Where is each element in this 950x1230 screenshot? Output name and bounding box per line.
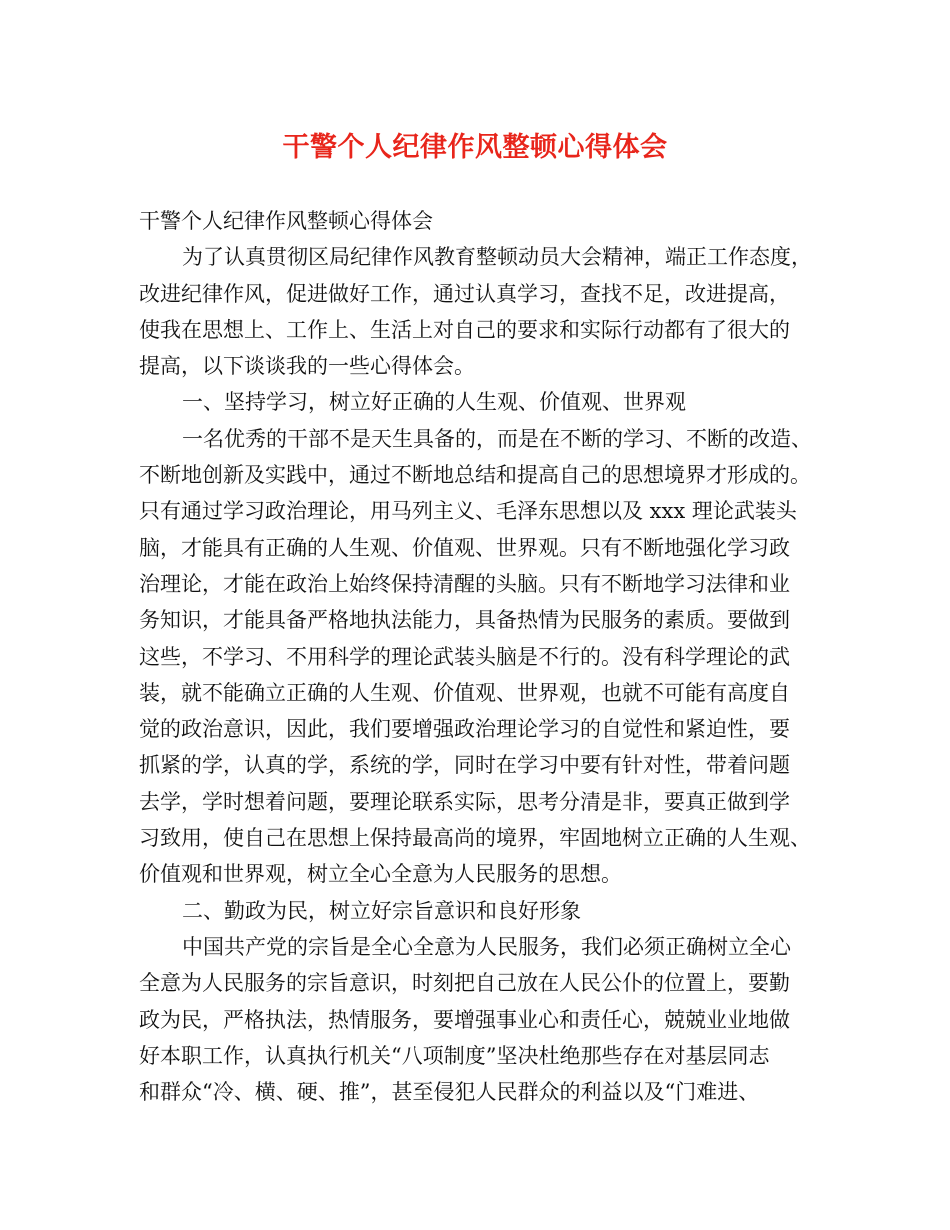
text-line: 使我在思想上、工作上、生活上对自己的要求和实际行动都有了很大的	[139, 317, 790, 342]
text-line: 一、坚持学习，树立好正确的人生观、价值观、世界观	[182, 390, 686, 415]
text-line: 只有通过学习政治理论，用马列主义、毛泽东思想以及 xxx 理论武装头	[139, 499, 797, 524]
text-line: 干警个人纪律作风整顿心得体会	[139, 209, 433, 233]
text-line: 二、勤政为民，树立好宗旨意识和良好形象	[182, 898, 581, 923]
text-line: 全意为人民服务的宗旨意识，时刻把自己放在人民公仆的位置上，要勤	[139, 971, 790, 996]
text-line: 务知识，才能具备严格地执法能力，具备热情为民服务的素质。要做到	[139, 608, 790, 633]
document-body	[139, 203, 825, 1110]
text-line: 抓紧的学，认真的学，系统的学，同时在学习中要有针对性，带着问题	[139, 753, 790, 778]
text-line: 中国共产党的宗旨是全心全意为人民服务，我们必须正确树立全心	[182, 934, 791, 959]
text-line: 治理论，才能在政治上始终保持清醒的头脑。只有不断地学习法律和业	[139, 571, 790, 596]
text-line: 和群众“冷、横、硬、推”，甚至侵犯人民群众的利益以及“门难进、	[139, 1080, 760, 1105]
text-line: 去学，学时想着问题，要理论联系实际，思考分清是非，要真正做到学	[139, 789, 790, 814]
text-line: 脑，才能具有正确的人生观、价值观、世界观。只有不断地强化学习政	[139, 535, 790, 560]
text-line: 提高，以下谈谈我的一些心得体会。	[139, 354, 475, 379]
text-line: 装，就不能确立正确的人生观、价值观、世界观，也就不可能有高度自	[139, 680, 790, 705]
text-line: 习致用，使自己在思想上保持最高尚的境界，牢固地树立正确的人生观、	[139, 826, 811, 851]
text-line: 好本职工作，认真执行机关“八项制度”坚决杜绝那些存在对基层同志	[139, 1043, 770, 1068]
text-line: 价值观和世界观，树立全心全意为人民服务的思想。	[139, 862, 622, 887]
text-line: 不断地创新及实践中，通过不断地总结和提高自己的思想境界才形成的。	[139, 463, 811, 488]
text-line: 这些，不学习、不用科学的理论武装头脑是不行的。没有科学理论的武	[139, 644, 790, 669]
text-line: 改进纪律作风，促进做好工作，通过认真学习，查找不足，改进提高，	[139, 281, 790, 306]
text-line: 为了认真贯彻区局纪律作风教育整顿动员大会精神，端正工作态度，	[182, 245, 812, 270]
text-line: 一名优秀的干部不是天生具备的，而是在不断的学习、不断的改造、	[182, 426, 812, 451]
document-title: 干警个人纪律作风整顿心得体会	[282, 132, 668, 163]
text-line: 觉的政治意识，因此，我们要增强政治理论学习的自觉性和紧迫性，要	[139, 717, 790, 742]
text-line: 政为民，严格执法，热情服务，要增强事业心和责任心，兢兢业业地做	[139, 1007, 790, 1032]
